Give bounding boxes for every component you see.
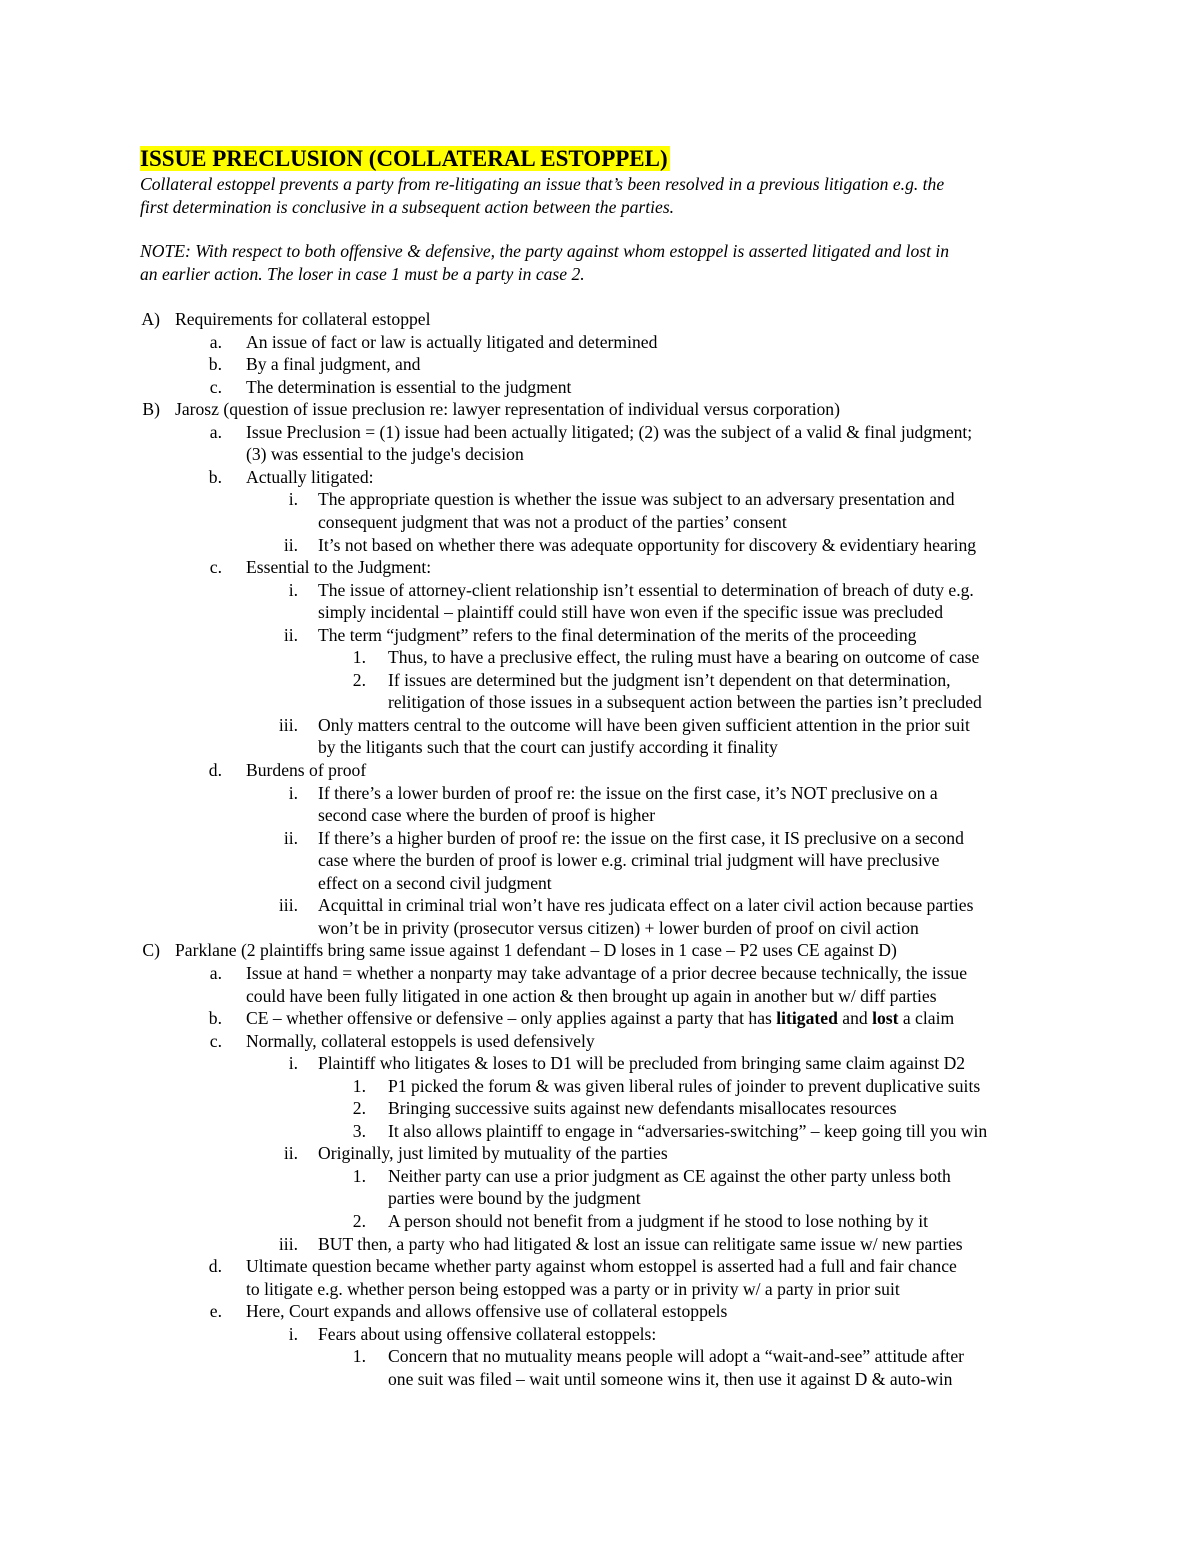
outline-marker: d.	[208, 760, 222, 780]
outline-item-text: BUT then, a party who had litigated & lost an issue can relitigate same issue w/ new parties	[318, 1233, 963, 1254]
outline-item-text: Plaintiff who litigates & loses to D1 will be precluded from bringing same claim against D2	[318, 1053, 966, 1074]
outline-item-text: Burdens of proof	[246, 760, 367, 780]
outline-item-text: An issue of fact or law is actually litigated and determined	[246, 331, 658, 352]
outline-marker: iii.	[278, 1233, 298, 1254]
outline-marker: A)	[141, 309, 160, 329]
outline-marker: B)	[142, 399, 160, 420]
intro-line: Collateral estoppel prevents a party from re-litigating an issue that’s been resolved in a previous litigation e.g. the	[140, 174, 945, 194]
outline-marker: ii.	[283, 534, 298, 555]
emphasis-text: lost	[872, 1008, 899, 1029]
outline-item-continuation: parties were bound by the judgment	[388, 1188, 641, 1209]
page-title	[140, 145, 670, 173]
outline-marker: 1.	[352, 1346, 366, 1367]
outline-item-continuation: effect on a second civil judgment	[318, 872, 552, 893]
outline-item-continuation: one suit was filed – wait until someone wins it, then use it against D & auto-win	[388, 1368, 953, 1389]
intro-line: first determination is conclusive in a subsequent action between the parties.	[140, 197, 675, 217]
outline-item-continuation: consequent judgment that was not a product of the parties’ consent	[318, 511, 787, 532]
outline-marker: C)	[142, 940, 160, 961]
text-run: CE – whether offensive or defensive – only applies against a party that has	[246, 1008, 777, 1029]
outline-marker: i.	[288, 489, 298, 510]
outline-marker: ii.	[283, 624, 298, 645]
outline-marker: a.	[209, 962, 222, 983]
outline-marker: d.	[208, 1256, 222, 1277]
outline-marker: ii.	[283, 1143, 298, 1164]
outline-marker: iii.	[278, 714, 298, 735]
outline-item-text: It also allows plaintiff to engage in “adversaries-switching” – keep going till you win	[388, 1120, 988, 1141]
outline-item-text: P1 picked the forum & was given liberal rules of joinder to prevent duplicative suits	[388, 1075, 981, 1096]
outline-item-text: Issue Preclusion = (1) issue had been actually litigated; (2) was the subject of a valid & final judgment;	[246, 421, 973, 442]
outline-item-text: A person should not benefit from a judgment if he stood to lose nothing by it	[388, 1211, 928, 1231]
outline-item-text: Bringing successive suits against new defendants misallocates resources	[388, 1098, 897, 1119]
outline-marker: 1.	[352, 647, 366, 668]
outline-item-continuation: could have been fully litigated in one action & then brought up again in another but w/ diff parties	[246, 985, 937, 1006]
outline-item-continuation: second case where the burden of proof is higher	[318, 805, 656, 826]
text-run: and	[837, 1008, 873, 1029]
outline-item-text: Parklane (2 plaintiffs bring same issue against 1 defendant – D loses in 1 case – P2 uses CE against D)	[175, 940, 897, 961]
outline-item-text: Issue at hand = whether a nonparty may take advantage of a prior decree because technically, the issue	[246, 962, 968, 983]
note-line: an earlier action. The loser in case 1 must be a party in case 2.	[140, 264, 585, 284]
outline-marker: b.	[208, 354, 222, 375]
outline-marker: e.	[209, 1301, 222, 1322]
outline-marker: b.	[208, 1008, 222, 1029]
outline-marker: 1.	[352, 1165, 366, 1186]
outline-item-text: It’s not based on whether there was adequate opportunity for discovery & evidentiary hearing	[318, 534, 977, 555]
emphasis-text: litigated	[776, 1008, 838, 1029]
outline-item-continuation: (3) was essential to the judge's decision	[246, 444, 524, 465]
outline-item-text	[246, 1007, 954, 1030]
page-title-text: ISSUE PRECLUSION (COLLATERAL ESTOPPEL)	[140, 146, 668, 171]
outline-item-text: Originally, just limited by mutuality of the parties	[318, 1143, 668, 1164]
outline-marker: a.	[209, 331, 222, 352]
outline-item-continuation: simply incidental – plaintiff could still have won even if the specific issue was precluded	[318, 602, 944, 623]
outline-item-text: Concern that no mutuality means people will adopt a “wait-and-see” attitude after	[388, 1346, 964, 1367]
outline-item-text: Normally, collateral estoppels is used defensively	[246, 1030, 595, 1051]
outline-item-continuation: to litigate e.g. whether person being estopped was a party or in privity w/ a party in prior suit	[246, 1278, 900, 1299]
outline-marker: iii.	[278, 895, 298, 916]
outline-item-text: If issues are determined but the judgment isn’t dependent on that determination,	[388, 669, 951, 690]
outline-item-text: The term “judgment” refers to the final determination of the merits of the proceeding	[318, 624, 917, 645]
outline-item-text: The issue of attorney-client relationship isn’t essential to determination of breach of duty e.g.	[318, 579, 974, 600]
outline-item-text: Fears about using offensive collateral estoppels:	[318, 1323, 657, 1344]
outline-item-text: Neither party can use a prior judgment as CE against the other party unless both	[388, 1165, 951, 1186]
outline-marker: b.	[208, 466, 222, 487]
outline-marker: c.	[209, 557, 222, 578]
outline-marker: 2.	[352, 669, 366, 690]
outline-marker: i.	[288, 579, 298, 600]
outline-item-continuation: relitigation of those issues in a subsequent action between the parties isn’t precluded	[388, 692, 982, 713]
outline-item-text: Here, Court expands and allows offensive use of collateral estoppels	[246, 1301, 728, 1322]
outline-item-text: If there’s a lower burden of proof re: the issue on the first case, it’s NOT preclusive on a	[318, 782, 938, 803]
outline-item-text: Actually litigated:	[246, 466, 374, 487]
outline-item-text: The appropriate question is whether the issue was subject to an adversary presentation and	[318, 489, 955, 510]
outline-marker: c.	[209, 376, 222, 397]
outline-item-continuation: by the litigants such that the court can justify according it finality	[318, 737, 778, 758]
outline-item-text: Ultimate question became whether party against whom estoppel is asserted had a full and fair chance	[246, 1256, 957, 1277]
outline-marker: 2.	[352, 1098, 366, 1119]
outline-item-text: Requirements for collateral estoppel	[175, 309, 431, 329]
outline-item-text: If there’s a higher burden of proof re: the issue on the first case, it IS preclusive on a second	[318, 827, 964, 848]
outline-marker: i.	[288, 1053, 298, 1074]
outline-marker: ii.	[283, 827, 298, 848]
outline-item-text: Acquittal in criminal trial won’t have res judicata effect on a later civil action because parties	[318, 895, 974, 916]
outline-item-text: Jarosz (question of issue preclusion re: lawyer representation of individual versus corporation)	[175, 399, 840, 420]
outline-marker: a.	[209, 421, 222, 442]
text-run: a claim	[898, 1008, 955, 1029]
outline-marker: 3.	[352, 1120, 366, 1141]
outline-item-text: Thus, to have a preclusive effect, the ruling must have a bearing on outcome of case	[388, 647, 980, 668]
outline-item-text: The determination is essential to the judgment	[246, 376, 572, 397]
outline-marker: 2.	[352, 1211, 366, 1231]
outline-item-text: By a final judgment, and	[246, 354, 421, 375]
outline-item-continuation: won’t be in privity (prosecutor versus citizen) + lower burden of proof on civil action	[318, 917, 919, 938]
note-line: NOTE: With respect to both offensive & defensive, the party against whom estoppel is asserted litigated and lost in	[140, 241, 950, 261]
outline-item-continuation: case where the burden of proof is lower e.g. criminal trial judgment will have preclusive	[318, 850, 940, 871]
outline-item-text: Essential to the Judgment:	[246, 557, 432, 578]
outline-marker: c.	[209, 1030, 222, 1051]
outline-marker: i.	[288, 1323, 298, 1344]
outline-marker: i.	[288, 782, 298, 803]
outline-marker: 1.	[352, 1075, 366, 1096]
outline-item-text: Only matters central to the outcome will have been given sufficient attention in the prior suit	[318, 714, 970, 735]
